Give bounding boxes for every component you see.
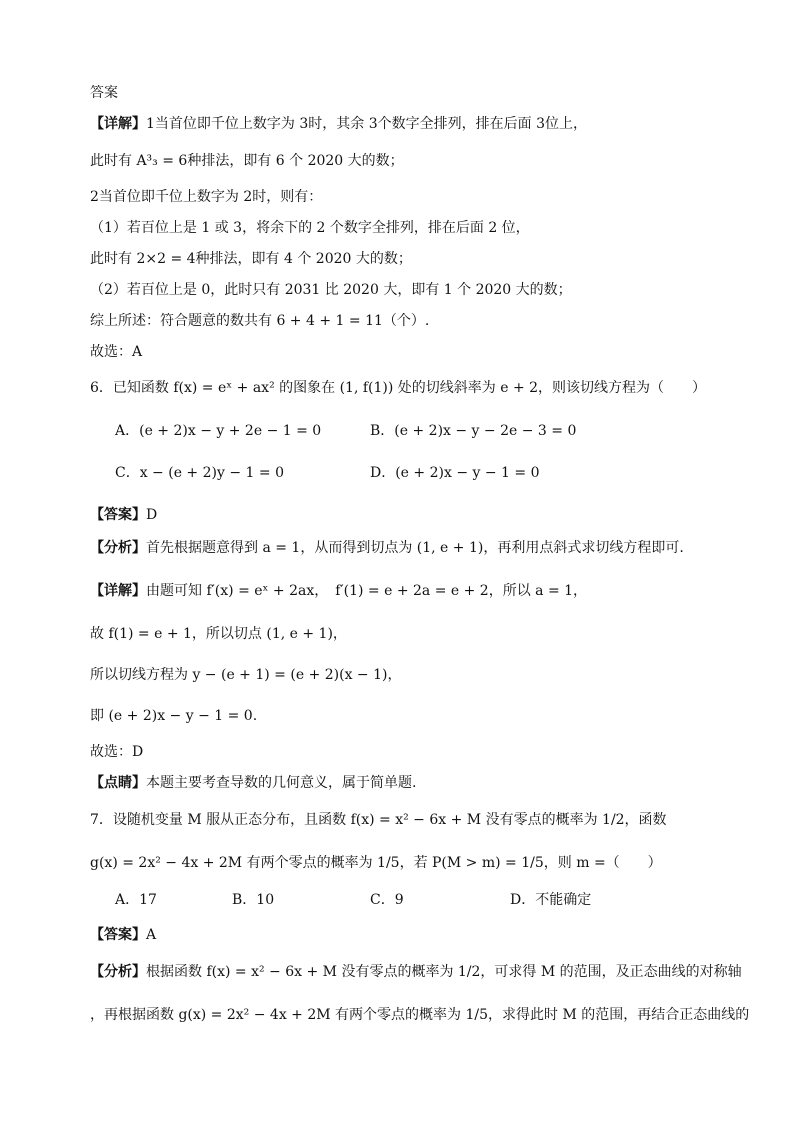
q7-option-d: D．不能确定 xyxy=(510,892,592,908)
comment-tag: 【点睛】 xyxy=(90,775,146,791)
q6-answer: D xyxy=(146,507,158,523)
q6-detail-line-2: 故 f(1) = e + 1，所以切点 (1, e + 1)， xyxy=(90,626,347,642)
q7-option-a: A．17 xyxy=(115,892,157,908)
answer-label: 答案 xyxy=(90,85,118,101)
prev-detail-line-3: 2当首位即千位上数字为 2时，则有： xyxy=(90,189,323,205)
q7-answer-line xyxy=(90,925,156,945)
answer-tag: 【答案】 xyxy=(90,927,146,943)
q6-comment-line xyxy=(90,773,416,793)
q6-detail-line-1 xyxy=(90,581,587,601)
q6-analysis: 首先根据题意得到 a = 1，从而得到切点为 (1, e + 1)，再利用点斜式求切线方程即可. xyxy=(146,540,684,556)
prev-detail-line-7: 综上所述：符合题意的数共有 6 + 4 + 1 = 11（个）. xyxy=(90,313,430,329)
answer-tag: 【答案】 xyxy=(90,507,146,523)
q6-choose: 故选：D xyxy=(90,744,144,760)
analysis-tag: 【分析】 xyxy=(90,964,146,980)
q6-detail-line-4: 即 (e + 2)x − y − 1 = 0. xyxy=(90,708,258,724)
q7-stem-line-2: g(x) = 2x² − 4x + 2M 有两个零点的概率为 1/5，若 P(M > m) = 1/5，则 m =（ ） xyxy=(90,855,662,871)
q6-option-d: D．(e + 2)x − y − 1 = 0 xyxy=(370,465,540,481)
prev-detail-line-2: 此时有 A³₃ = 6种排法，即有 6 个 2020 大的数； xyxy=(90,153,404,169)
analysis-tag: 【分析】 xyxy=(90,540,146,556)
q7-option-c: C．9 xyxy=(370,892,404,908)
q6-answer-line xyxy=(90,505,157,525)
q6-stem: 6．已知函数 f(x) = eˣ + ax² 的图象在 (1, f(1)) 处的切线斜率为 e + 2，则该切线方程为（ ） xyxy=(90,380,707,396)
prev-choose: 故选：A xyxy=(90,344,143,360)
q7-analysis-line-1 xyxy=(90,962,742,982)
detail-tag: 【详解】 xyxy=(90,116,146,132)
q7-analysis-line-2: ，再根据函数 g(x) = 2x² − 4x + 2M 有两个零点的概率为 1/5，求得此时 M 的范围，再结合正态曲线的 xyxy=(90,1007,750,1023)
q6-analysis-line xyxy=(90,538,684,558)
prev-detail-line-4: （1）若百位上是 1 或 3，将余下的 2 个数字全排列，排在后面 2 位， xyxy=(90,220,530,236)
q7-analysis-text-1: 根据函数 f(x) = x² − 6x + M 没有零点的概率为 1/2，可求得 M 的范围，及正态曲线的对称轴 xyxy=(146,964,742,980)
q6-option-b: B．(e + 2)x − y − 2e − 3 = 0 xyxy=(370,423,577,439)
q6-comment: 本题主要考查导数的几何意义，属于简单题. xyxy=(146,775,417,791)
prev-detail-line-1 xyxy=(90,114,587,134)
q7-stem-line-1: 7．设随机变量 M 服从正态分布，且函数 f(x) = x² − 6x + M 没有零点的概率为 1/2，函数 xyxy=(90,812,667,828)
prev-detail-text-1: 1当首位即千位上数字为 3时，其余 3个数字全排列，排在后面 3位上， xyxy=(146,116,587,132)
q6-option-c: C．x − (e + 2)y − 1 = 0 xyxy=(115,465,284,481)
prev-detail-line-6: （2）若百位上是 0，此时只有 2031 比 2020 大，即有 1 个 2020 大的数； xyxy=(90,282,572,298)
q7-option-b: B．10 xyxy=(232,892,275,908)
q7-answer: A xyxy=(146,927,157,943)
q6-option-a: A．(e + 2)x − y + 2e − 1 = 0 xyxy=(115,423,322,439)
prev-detail-line-5: 此时有 2×2 = 4种排法，即有 4 个 2020 大的数； xyxy=(90,251,412,267)
q6-detail-line-3: 所以切线方程为 y − (e + 1) = (e + 2)(x − 1)， xyxy=(90,667,402,683)
detail-tag: 【详解】 xyxy=(90,583,146,599)
q6-detail-text-1: 由题可知 f′(x) = eˣ + 2ax， f′(1) = e + 2a = e + 2，所以 a = 1， xyxy=(146,583,588,599)
